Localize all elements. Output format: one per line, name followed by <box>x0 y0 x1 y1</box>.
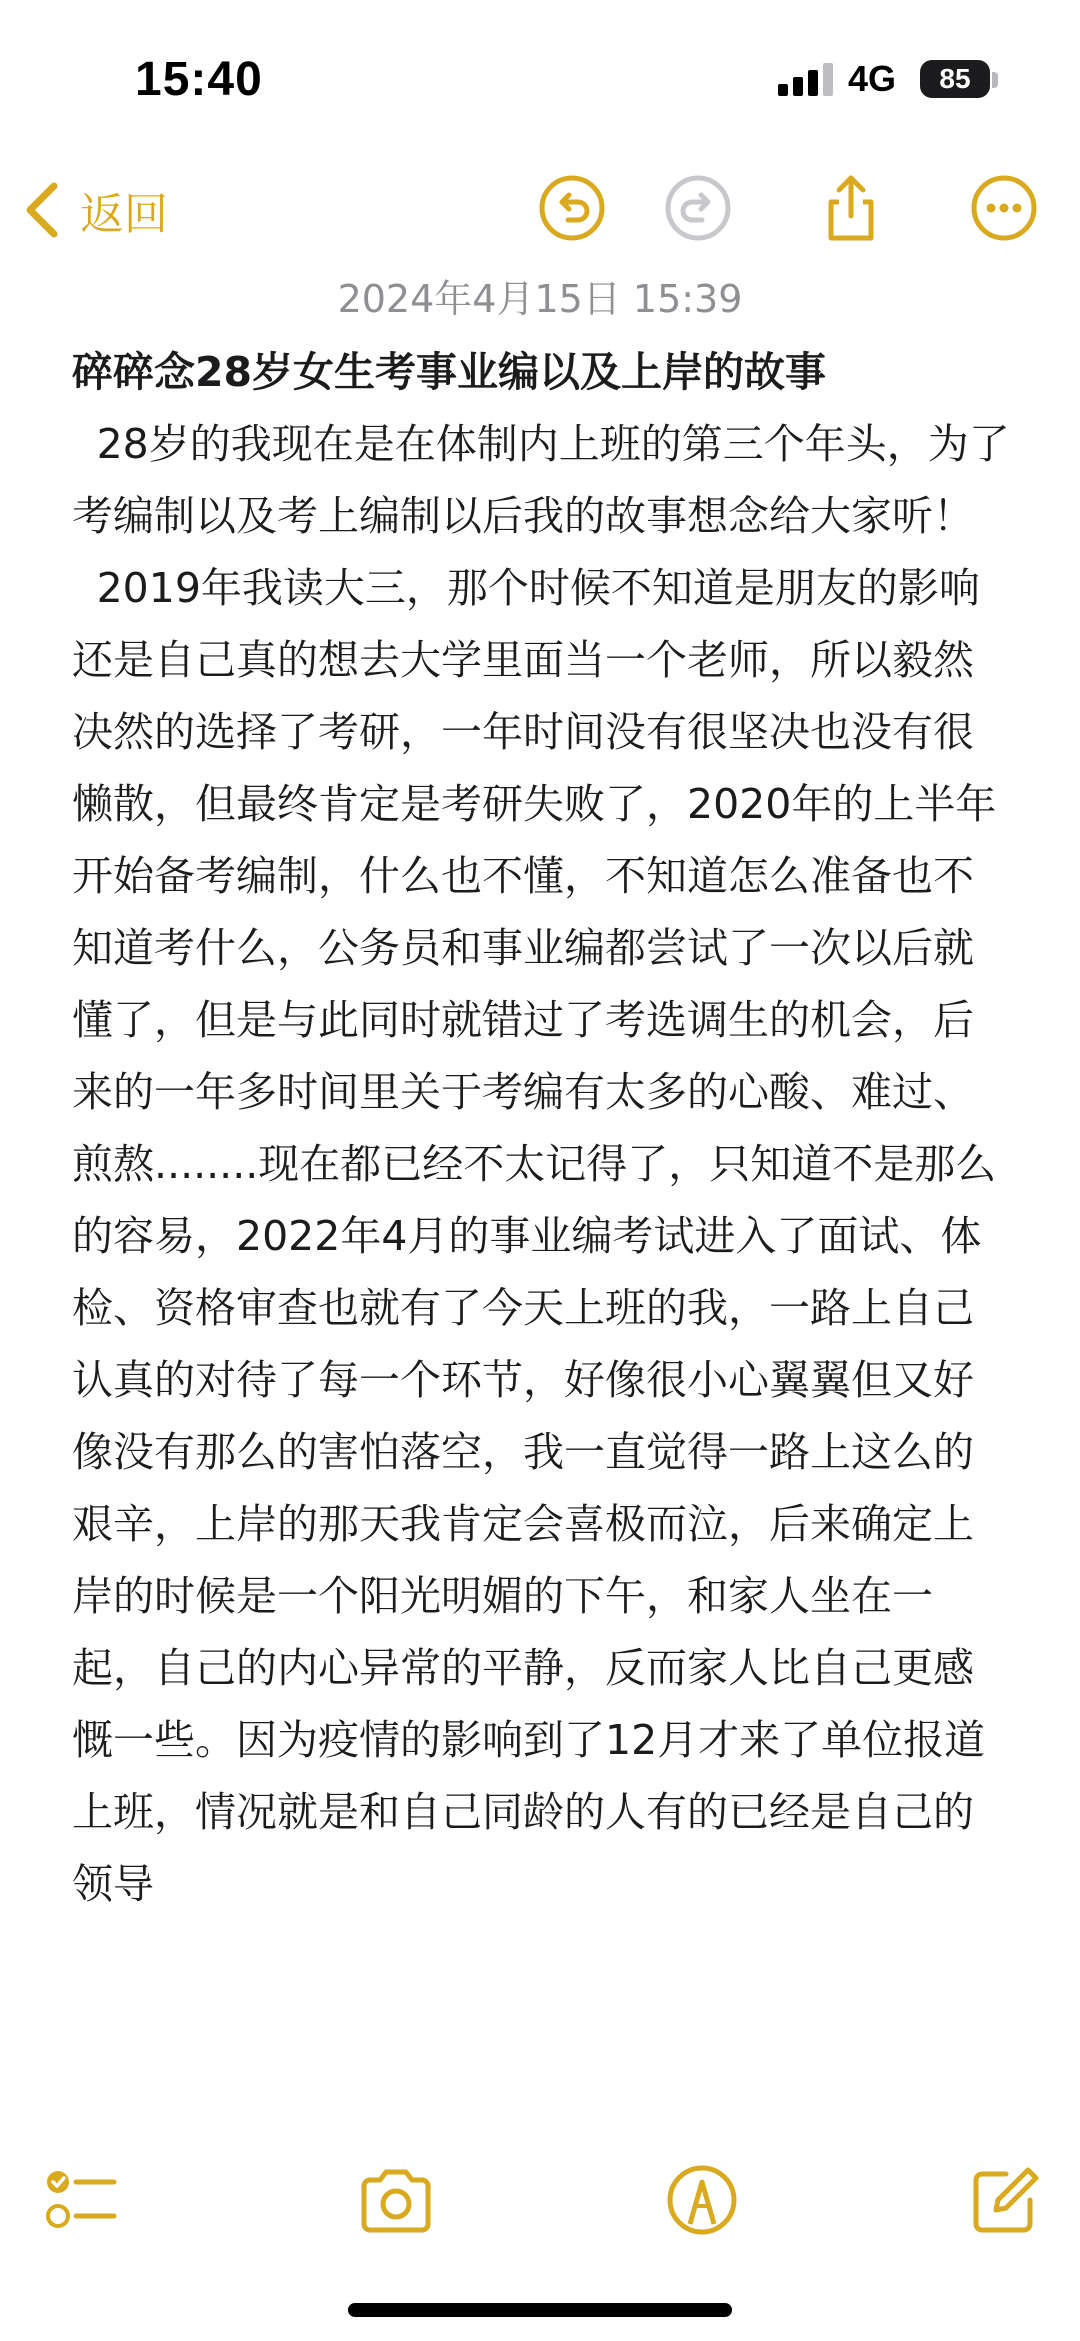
markup-button[interactable] <box>664 2162 740 2238</box>
checklist-button[interactable] <box>44 2162 120 2238</box>
battery-icon <box>920 60 990 98</box>
compose-icon <box>966 2162 1042 2238</box>
markup-pen-icon <box>664 2162 740 2238</box>
status-time: 15:40 <box>135 53 263 106</box>
note-date: 2024年4月15日 15:39 <box>337 277 743 321</box>
share-icon <box>815 172 887 244</box>
compose-button[interactable] <box>966 2162 1042 2238</box>
note-paragraph: 2019年我读大三，那个时候不知道是朋友的影响还是自己真的想去大学里面当一个老师，所以毅然决然的选择了考研，一年时间没有很坚决也没有很懒散，但最终肯定是考研失败了，2020年的上半年开始备考编制，什么也不懂，不知道怎么准备也不知道考什么，公务员和事业编都尝试了一次以后就懂了，但是与此同时就错过了考选调生的机会，后来的一年多时间里关于考编有太多的心酸、难过、煎熬........现在都已经不太记得了，只知道不是那么的容易，2022年4月的事业编考试进入了面试、体检、资格审查也就有了今天上班的我，一路上自己认真的对待了每一个环节，好像很小心翼翼但又好像没有那么的害怕落空，我一直觉得一路上这么的艰辛，上岸的那天我肯定会喜极而泣，后来确定上岸的时候是一个阳光明媚的下午，和家人坐在一起，自己的内心异常的平静，反而家人比自己更感慨一些。因为疫情的影响到了12月才来了单位报道上班，情况就是和自己同龄的人有的已经是自己的领导 <box>72 564 997 1908</box>
network-type-label: 4G <box>848 58 897 99</box>
chevron-left-icon <box>22 180 62 240</box>
more-button[interactable] <box>968 172 1040 244</box>
back-label: 返回 <box>80 189 168 240</box>
more-icon <box>968 172 1040 244</box>
redo-button[interactable] <box>662 172 734 244</box>
battery-tip <box>992 72 998 88</box>
nav-toolbar <box>0 160 1080 260</box>
share-button[interactable] <box>815 172 887 244</box>
note-body[interactable] <box>72 336 1012 2136</box>
bottom-toolbar <box>0 2150 1080 2250</box>
battery-level: 85 <box>939 63 971 94</box>
camera-button[interactable] <box>358 2162 434 2238</box>
note-paragraph: 28岁的我现在是在体制内上班的第三个年头，为了考编制以及考上编制以后我的故事想念给大家听！ <box>72 420 1010 540</box>
undo-icon <box>536 172 608 244</box>
undo-button[interactable] <box>536 172 608 244</box>
redo-icon <box>662 172 734 244</box>
back-button[interactable] <box>22 170 168 250</box>
cellular-signal-icon <box>778 62 834 98</box>
note-title: 碎碎念28岁女生考事业编以及上岸的故事 <box>72 348 827 396</box>
checklist-icon <box>44 2162 120 2238</box>
home-indicator[interactable] <box>348 2303 732 2317</box>
status-bar <box>0 0 1080 160</box>
camera-icon <box>358 2162 434 2238</box>
